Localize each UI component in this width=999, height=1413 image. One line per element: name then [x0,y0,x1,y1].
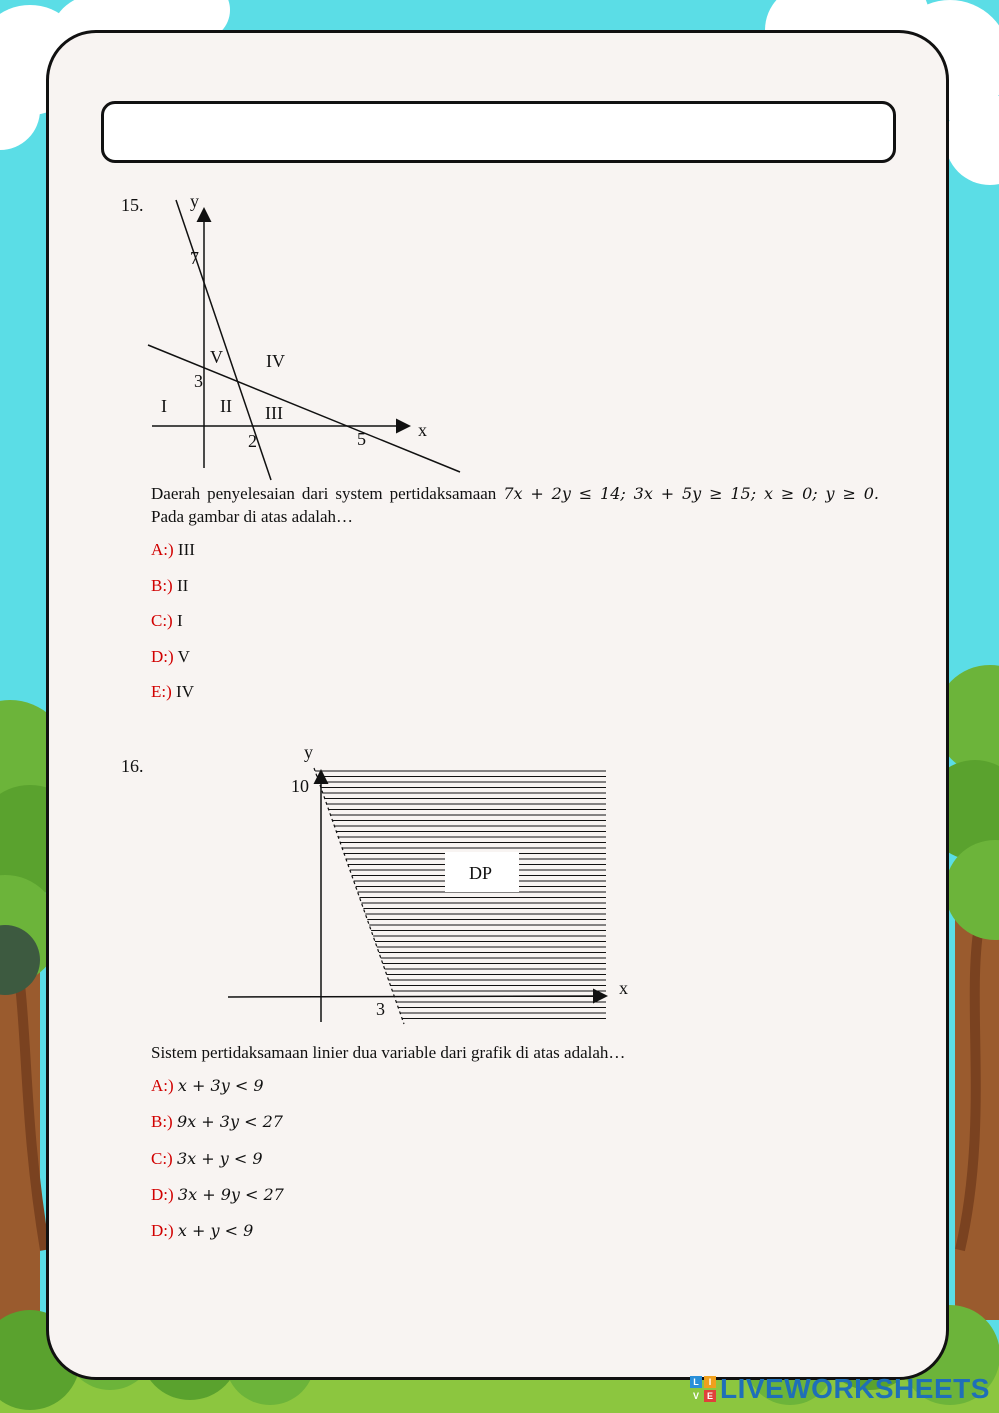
logo-letter: I [704,1376,716,1388]
q15-tick-3: 3 [194,371,203,391]
q16-x-label: x [619,978,628,998]
option-letter: D:) [151,647,174,666]
q15-y-label: y [190,191,199,211]
q16-option-a[interactable] [151,1076,264,1096]
option-text: III [177,540,195,559]
question-16-graph [220,740,640,1030]
q15-option-a[interactable] [151,540,195,560]
q15-option-d[interactable] [151,647,190,667]
brand-name: LIVEWORKSHEETS [720,1373,990,1404]
question-15-number: 15. [121,195,144,215]
q16-dp-label: DP [469,863,493,883]
q15-tick-2: 2 [248,431,257,451]
q16-x-axis [228,996,605,997]
option-text: I [176,611,183,630]
q16-tick-10: 10 [291,776,309,796]
q15-region-III: III [265,403,283,423]
q16-option-c[interactable] [151,1149,263,1169]
logo-letter: V [690,1390,702,1402]
q16-tick-3: 3 [376,999,385,1019]
question-15-stem-text: Daerah penyelesaian dari system pertidaksamaan [151,484,497,503]
q16-option-b[interactable] [151,1112,283,1132]
option-text: x + y < 9 [177,1221,254,1240]
logo-letter: L [690,1376,702,1388]
option-letter: E:) [151,682,172,701]
q15-region-I: I [161,396,167,416]
option-letter: B:) [151,1112,173,1131]
q16-option-e[interactable] [151,1221,253,1241]
q16-option-d[interactable] [151,1185,284,1205]
q15-tick-7: 7 [190,248,199,268]
q16-boundary-line [314,768,404,1024]
question-15-graph [140,185,480,485]
logo-blocks-icon [690,1376,716,1402]
option-letter: B:) [151,576,173,595]
question-15-stem-line-1 [151,482,879,505]
option-letter: A:) [151,540,174,559]
q15-region-V: V [210,347,223,367]
option-text: x + 3y < 9 [177,1076,264,1095]
option-text: 9x + 3y < 27 [176,1112,283,1131]
option-letter: D:) [151,1185,174,1204]
option-letter: C:) [151,611,173,630]
q15-line-shallow [148,345,460,472]
option-text: 3x + y < 9 [176,1149,263,1168]
q15-option-b[interactable] [151,576,188,596]
liveworksheets-logo[interactable] [690,1372,990,1406]
q15-option-c[interactable] [151,611,183,631]
question-16-stem: Sistem pertidaksamaan linier dua variable dari grafik di atas adalah… [151,1043,626,1062]
logo-letter: E [704,1390,716,1402]
option-text: IV [176,682,194,701]
option-letter: C:) [151,1149,173,1168]
q15-option-e[interactable] [151,682,194,702]
q15-region-IV: IV [266,351,285,371]
option-text: 3x + 9y < 27 [177,1185,284,1204]
option-letter: A:) [151,1076,174,1095]
question-16-number: 16. [121,756,144,776]
option-text: II [176,576,189,595]
option-text: V [177,647,190,666]
answer-name-box[interactable] [101,101,896,163]
question-15-stem-math: 7x + 2y ≤ 14; 3x + 5y ≥ 15; x ≥ 0; y ≥ 0. [503,484,879,503]
option-letter: D:) [151,1221,174,1240]
q15-tick-5: 5 [357,429,366,449]
question-15-stem-line-2: Pada gambar di atas adalah… [151,507,354,526]
q15-region-II: II [220,396,232,416]
q16-y-label: y [304,742,313,762]
q15-x-label: x [418,420,427,440]
